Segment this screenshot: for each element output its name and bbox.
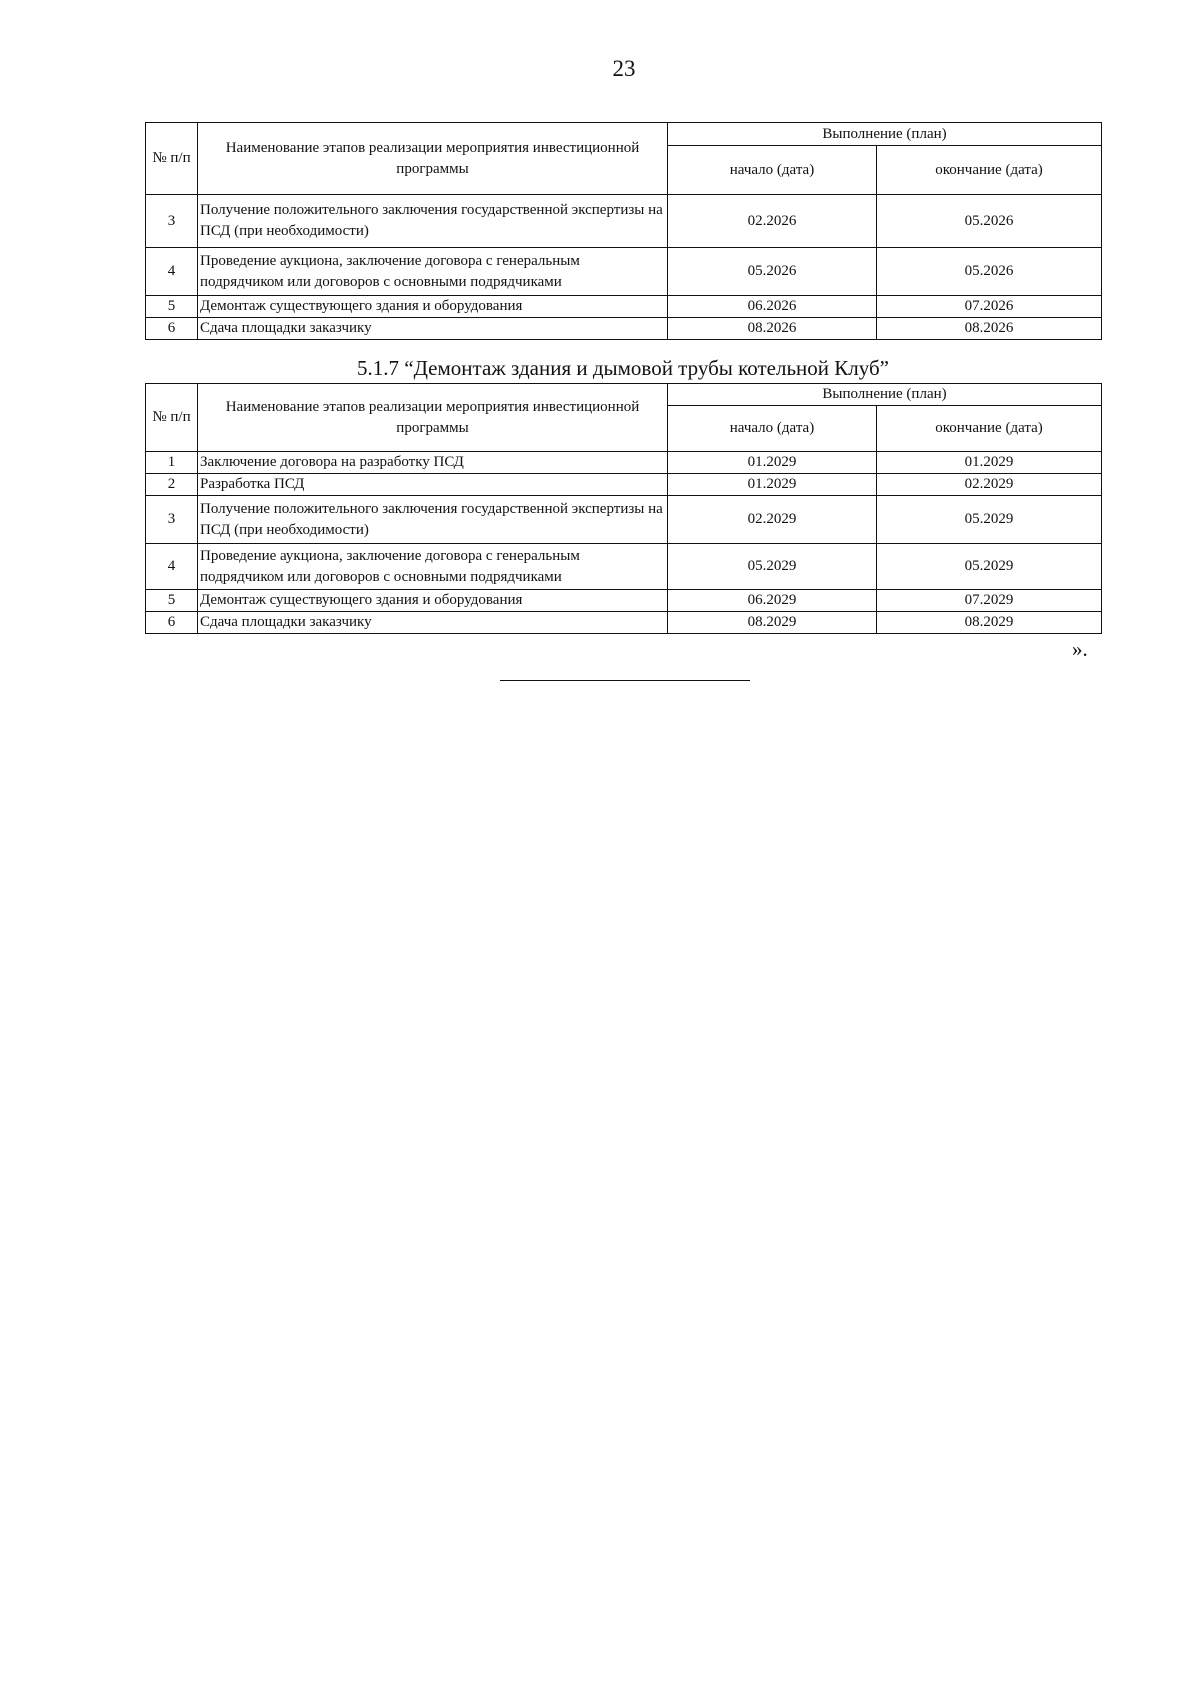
row-end: 07.2029 [877, 590, 1102, 612]
row-num: 3 [146, 496, 198, 544]
header-execution: Выполнение (план) [668, 384, 1102, 406]
row-start: 05.2029 [668, 544, 877, 590]
end-divider-line [500, 680, 750, 681]
row-stage: Проведение аукциона, заключение договора с генеральным подрядчиком или договоров с основными подрядчиками [198, 248, 668, 296]
row-stage: Заключение договора на разработку ПСД [198, 452, 668, 474]
header-end: окончание (дата) [877, 146, 1102, 195]
row-num: 3 [146, 195, 198, 248]
table-row [146, 248, 1102, 296]
row-num: 4 [146, 248, 198, 296]
row-start: 01.2029 [668, 474, 877, 496]
header-num: № п/п [146, 384, 198, 452]
row-num: 4 [146, 544, 198, 590]
row-end: 01.2029 [877, 452, 1102, 474]
row-start: 06.2029 [668, 590, 877, 612]
table-row [146, 318, 1102, 340]
row-end: 05.2026 [877, 248, 1102, 296]
header-execution: Выполнение (план) [668, 123, 1102, 146]
row-stage: Демонтаж существующего здания и оборудования [198, 590, 668, 612]
row-num: 6 [146, 318, 198, 340]
page-number: 23 [612, 56, 636, 81]
row-start: 05.2026 [668, 248, 877, 296]
stages-table-1 [145, 122, 1102, 340]
table-row [146, 452, 1102, 474]
row-end: 05.2026 [877, 195, 1102, 248]
row-num: 1 [146, 452, 198, 474]
table-row [146, 296, 1102, 318]
row-stage: Получение положительного заключения государственной экспертизы на ПСД (при необходимости) [198, 195, 668, 248]
row-end: 08.2029 [877, 612, 1102, 634]
row-start: 08.2029 [668, 612, 877, 634]
row-end: 02.2029 [877, 474, 1102, 496]
header-start: начало (дата) [668, 406, 877, 452]
header-stage: Наименование этапов реализации мероприятия инвестиционной программы [198, 384, 668, 452]
header-num: № п/п [146, 123, 198, 195]
row-start: 02.2026 [668, 195, 877, 248]
row-stage: Сдача площадки заказчику [198, 318, 668, 340]
header-end: окончание (дата) [877, 406, 1102, 452]
row-end: 08.2026 [877, 318, 1102, 340]
row-end: 05.2029 [877, 496, 1102, 544]
closing-quote-mark: ». [1072, 637, 1088, 661]
row-end: 07.2026 [877, 296, 1102, 318]
section-heading: 5.1.7 “Демонтаж здания и дымовой трубы котельной Клуб” [357, 356, 889, 380]
row-start: 08.2026 [668, 318, 877, 340]
table-row [146, 195, 1102, 248]
table-row [146, 612, 1102, 634]
row-stage: Разработка ПСД [198, 474, 668, 496]
row-start: 01.2029 [668, 452, 877, 474]
table-row [146, 590, 1102, 612]
row-end: 05.2029 [877, 544, 1102, 590]
row-start: 06.2026 [668, 296, 877, 318]
table-row [146, 496, 1102, 544]
header-start: начало (дата) [668, 146, 877, 195]
row-num: 2 [146, 474, 198, 496]
row-num: 6 [146, 612, 198, 634]
row-stage: Демонтаж существующего здания и оборудования [198, 296, 668, 318]
row-num: 5 [146, 296, 198, 318]
row-stage: Проведение аукциона, заключение договора с генеральным подрядчиком или договоров с основными подрядчиками [198, 544, 668, 590]
table-row [146, 544, 1102, 590]
stages-table-2 [145, 383, 1102, 634]
row-num: 5 [146, 590, 198, 612]
table-row [146, 474, 1102, 496]
row-stage: Получение положительного заключения государственной экспертизы на ПСД (при необходимости) [198, 496, 668, 544]
header-stage: Наименование этапов реализации мероприятия инвестиционной программы [198, 123, 668, 195]
row-start: 02.2029 [668, 496, 877, 544]
row-stage: Сдача площадки заказчику [198, 612, 668, 634]
